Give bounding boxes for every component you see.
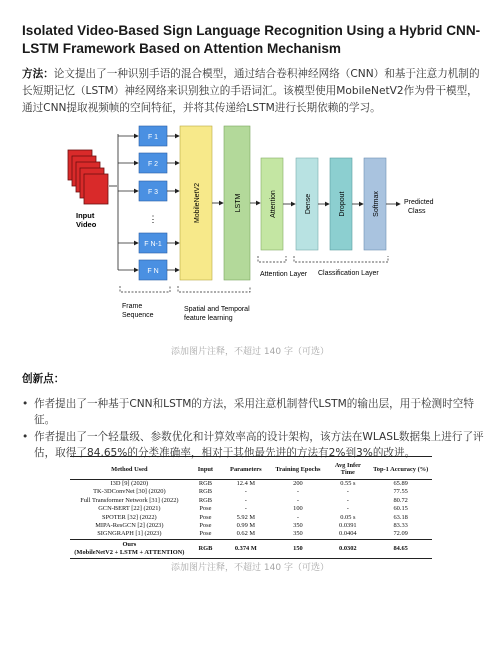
spatial-label-1: Spatial and Temporal <box>184 306 250 313</box>
table-cell: Pose <box>199 522 212 530</box>
svg-text:MobileNetV2: MobileNetV2 <box>194 182 201 224</box>
col-input: Input <box>189 457 222 480</box>
table-cell: - <box>244 488 247 496</box>
table-cell: - <box>346 505 349 513</box>
method-paragraph <box>22 66 482 117</box>
input-video-frames <box>68 150 108 204</box>
method-text: 论文提出了一种识别手语的混合模型，通过结合卷积神经网络（CNN）和基于注意力机制的长短期记忆（LSTM）神经网络来识别独立的手语词汇。该模型使用MobileNetV2作为骨干模型，通过CNN提取视频帧的空间特征，并将其传递给LSTM进行长期依赖的学习。 <box>22 68 480 114</box>
predicted-label-1: Predicted <box>404 199 434 206</box>
table-cell: RGB <box>198 496 212 504</box>
table-cell: - <box>244 505 247 513</box>
table-cell: SPOTER [32] (2022) <box>102 513 157 521</box>
table-cell: 200 <box>293 480 303 487</box>
col-infer-time: Avg Infer Time <box>326 457 369 480</box>
svg-text:Dense: Dense <box>305 193 312 215</box>
table-cell: 0.55 s <box>340 480 356 487</box>
innovation-point-2: • 作者提出了一个轻量级、参数优化和计算效率高的设计架构，该方法在WLASL数据集上进行了评估，取得了84.65%的分类准确率，相对于其他最先进的方法有2%到3%的改进。 <box>22 429 484 461</box>
table-cell: 100 <box>293 505 303 513</box>
svg-text:Attention: Attention <box>270 190 277 218</box>
table-row <box>70 522 432 530</box>
frame-box-1 <box>118 126 167 146</box>
table-row <box>70 488 432 496</box>
frame-sequence-label-1: Frame <box>122 303 143 310</box>
cell-params: 0.374 M <box>222 539 269 558</box>
classification-layer-label: Classification Layer <box>318 270 379 277</box>
dropout-block <box>330 158 352 250</box>
table-cell: 350 <box>293 530 303 538</box>
table-cell: 72.09 <box>393 530 408 538</box>
col-epochs: Training Epochs <box>270 457 327 480</box>
frame-box-n-1 <box>118 233 167 253</box>
results-table-figure <box>70 456 432 559</box>
dense-block <box>296 158 318 250</box>
frame-box-n <box>118 260 167 280</box>
table-cell: - <box>296 496 300 504</box>
table-cell: I3D [9] (2020) <box>110 480 149 487</box>
frame-sequence-label-2: Sequence <box>122 312 154 319</box>
mobilenetv2-block <box>180 126 212 280</box>
svg-text:F N-1: F N-1 <box>144 241 162 248</box>
results-table <box>70 456 432 559</box>
svg-text:Softmax: Softmax <box>373 191 380 217</box>
table-row <box>70 480 432 489</box>
table-cell: 0.0404 <box>339 530 357 538</box>
input-label-1: Input <box>76 211 95 220</box>
method-label: 方法： <box>22 68 54 80</box>
frame-box-3 <box>118 181 167 201</box>
table-row <box>70 505 432 513</box>
cell-method: Ours (MobileNetV2 + LSTM + ATTENTION) <box>70 539 189 558</box>
table-cell: Pose <box>199 505 212 513</box>
table-cell: RGB <box>198 488 212 496</box>
table-row-ours <box>70 539 432 558</box>
table-cell: 0.05 s <box>340 513 356 521</box>
table-cell: 80.72 <box>393 496 408 504</box>
attention-layer-label: Attention Layer <box>260 271 308 278</box>
cell-input: RGB <box>189 539 222 558</box>
figure-caption-placeholder[interactable]: 添加图片注释，不超过 140 字（可选） <box>171 347 329 357</box>
input-label-2: Video <box>76 220 97 229</box>
table-cell: 65.89 <box>393 480 408 487</box>
table-caption-placeholder[interactable]: 添加图片注释，不超过 140 字（可选） <box>171 563 329 573</box>
frame-box-2 <box>118 153 167 173</box>
table-cell: 83.33 <box>393 522 408 530</box>
table-cell: SIGNGRAPH [1] (2023) <box>97 530 162 538</box>
table-cell: Pose <box>199 530 212 538</box>
table-cell: 0.62 M <box>236 530 256 538</box>
table-cell: 5.92 M <box>236 513 256 521</box>
softmax-block <box>364 158 386 250</box>
table-cell: MIPA-ResGCN [2] (2023) <box>95 522 164 530</box>
table-cell: GCN-BERT [22] (2021) <box>98 505 161 513</box>
table-cell: - <box>346 496 349 504</box>
frame-ellipsis: ⋮ <box>148 214 158 224</box>
svg-text:F 3: F 3 <box>147 189 159 196</box>
col-accuracy: Top-1 Accuracy (%) <box>369 457 432 480</box>
table-row <box>70 497 432 505</box>
predicted-label-2: Class <box>408 208 426 215</box>
table-cell: 0.0391 <box>339 522 357 530</box>
svg-text:F N: F N <box>147 268 159 275</box>
col-parameters: Parameters <box>222 457 269 480</box>
article-title: Isolated Video-Based Sign Language Recognition Using a Hybrid CNN-LSTM Framework Based on Attention Mechanism <box>22 23 481 56</box>
table-cell: 12.4 M <box>236 480 256 487</box>
innovation-heading: 创新点： <box>22 373 65 385</box>
spatial-label-2: feature learning <box>184 315 233 322</box>
svg-text:F 1: F 1 <box>147 134 159 141</box>
svg-text:Dropout: Dropout <box>339 191 346 217</box>
attention-block <box>261 158 283 250</box>
table-cell: 77.55 <box>393 488 408 496</box>
table-cell: 350 <box>293 522 303 530</box>
table-row <box>70 514 432 522</box>
cell-acc: 84.65 <box>369 539 432 558</box>
cell-time: 0.0302 <box>326 539 369 558</box>
svg-text:LSTM: LSTM <box>235 193 242 213</box>
table-cell: Full Transformer Network [31] (2022) <box>80 496 179 504</box>
table-cell: TK-3DConvNet [30] (2020) <box>93 488 166 496</box>
table-cell: Pose <box>199 513 212 521</box>
table-cell: - <box>296 488 300 496</box>
cell-epochs: 150 <box>270 539 327 558</box>
innovation-point-1: • 作者提出了一种基于CNN和LSTM的方法，采用注意机制替代LSTM的输出层，用于检测时空特征。 <box>22 396 484 428</box>
table-cell: - <box>346 488 349 496</box>
frame-boxes <box>118 126 167 280</box>
lstm-block <box>224 126 250 280</box>
table-cell: RGB <box>198 480 212 487</box>
innovation-list <box>22 396 484 462</box>
table-header-row <box>70 457 432 480</box>
col-method: Method Used <box>70 457 189 480</box>
table-cell: 60.15 <box>393 505 408 513</box>
table-row <box>70 530 432 539</box>
table-cell: - <box>296 513 300 521</box>
table-cell: 63.18 <box>393 513 408 521</box>
table-cell: - <box>244 496 247 504</box>
table-cell: 0.99 M <box>236 522 256 530</box>
svg-text:F 2: F 2 <box>147 161 159 168</box>
architecture-diagram <box>62 124 438 340</box>
